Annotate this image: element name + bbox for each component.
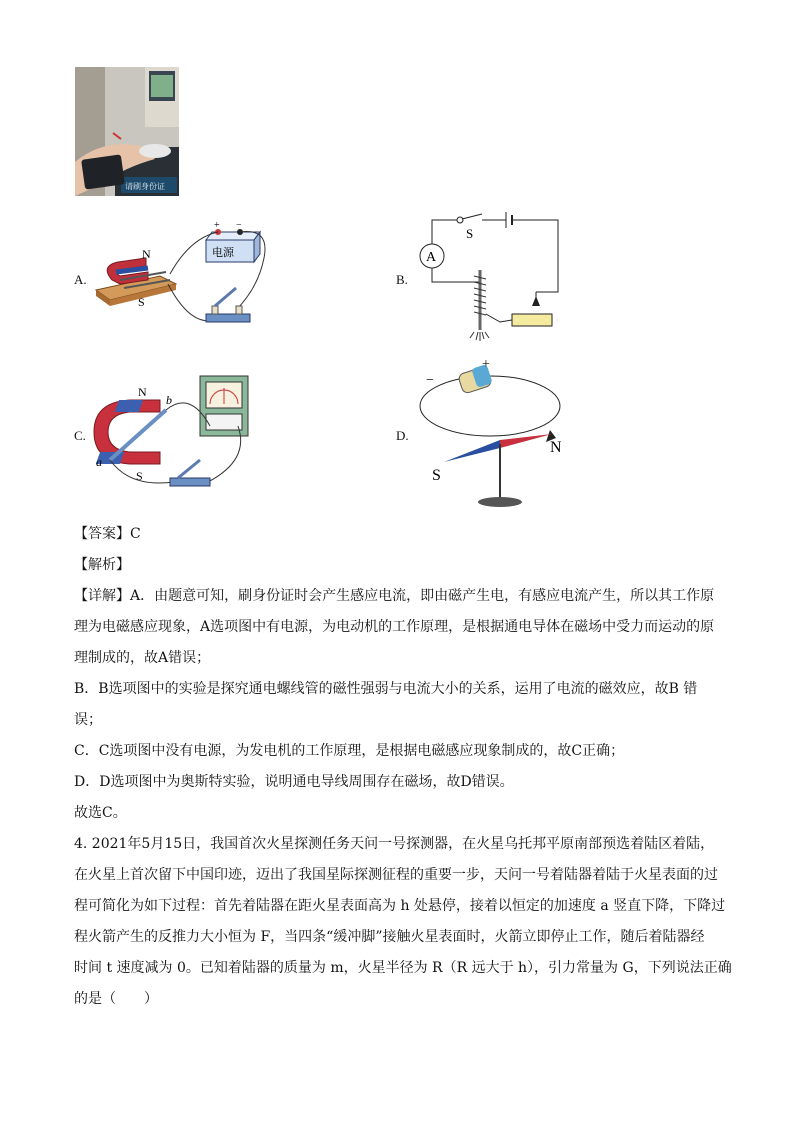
detail-line: 【详解】A．由题意可知，刷身份证时会产生感应电流，即由磁产生电，有感应电流产生，所以其工作原 <box>74 588 715 604</box>
a-s-label: S <box>138 295 145 309</box>
d-s-label: S <box>432 467 441 484</box>
option-b-diagram <box>410 206 570 346</box>
question-4-line: 时间 t 速度减为 0。已知着陆器的质量为 m，火星半径为 R（R 远大于 h），引力常量为 G，下列说法正确 <box>74 960 732 976</box>
photo-caption: 请刷身份证 <box>125 182 165 191</box>
detail-line: C．C选项图中没有电源，为发电机的工作原理，是根据电磁感应现象制成的，故C正确； <box>74 743 625 759</box>
question-4-line: 程火箭产生的反推力大小恒为 F，当四条“缓冲脚”接触火星表面时，火箭立即停止工作，随后着陆器经 <box>74 929 705 945</box>
detail-line: D．D选项图中为奥斯特实验，说明通电导线周围存在磁场，故D错误。 <box>74 774 514 790</box>
c-a-label: a <box>96 455 102 469</box>
option-a-label: A. <box>74 272 87 287</box>
option-a-diagram <box>90 218 280 330</box>
d-minus: − <box>426 373 434 388</box>
option-d-label: D. <box>396 428 409 443</box>
c-b-label: b <box>166 393 172 407</box>
d-n-label: N <box>550 439 562 456</box>
c-s-label: S <box>136 469 143 483</box>
id-card-scan-photo <box>75 67 179 196</box>
b-switch-label: S <box>466 226 474 241</box>
answer-text: 【答案】C <box>74 526 141 542</box>
question-4-line: 4. 2021年5月15日，我国首次火星探测任务天问一号探测器，在火星乌托邦平原南部预选着陆区着陆， <box>74 836 715 852</box>
question-4-line: 程可简化为如下过程：首先着陆器在距火星表面高为 h 处悬停，接着以恒定的加速度 a 竖直下降，下降过 <box>74 898 726 914</box>
a-n-label: N <box>142 247 151 261</box>
option-c-label: C. <box>74 428 86 443</box>
detail-line: 故选C。 <box>74 805 127 821</box>
detail-line: B．B选项图中的实验是探究通电螺线管的磁性强弱与电流大小的关系，运用了电流的磁效应，故B 错 <box>74 681 698 697</box>
a-minus: − <box>236 220 242 231</box>
option-d-diagram <box>414 352 584 512</box>
a-plus: + <box>214 220 220 231</box>
detail-line: 理制成的，故A错误； <box>74 650 211 666</box>
detail-line: 理为电磁感应现象，A选项图中有电源，为电动机的工作原理，是根据通电导体在磁场中受力而运动的原 <box>74 619 715 635</box>
c-n-label: N <box>138 385 147 399</box>
b-ammeter-label: A <box>426 250 437 265</box>
d-plus: + <box>482 357 490 372</box>
analysis-title: 【解析】 <box>74 557 130 573</box>
option-b-label: B. <box>396 272 408 287</box>
question-4-line: 的是（ ） <box>74 991 158 1007</box>
a-power-label: 电源 <box>212 247 234 259</box>
detail-line: 误； <box>74 712 102 728</box>
option-c-diagram <box>90 370 270 496</box>
question-4-line: 在火星上首次留下中国印迹，迈出了我国星际探测征程的重要一步，天问一号着陆器着陆于火星表面的过 <box>74 867 718 883</box>
